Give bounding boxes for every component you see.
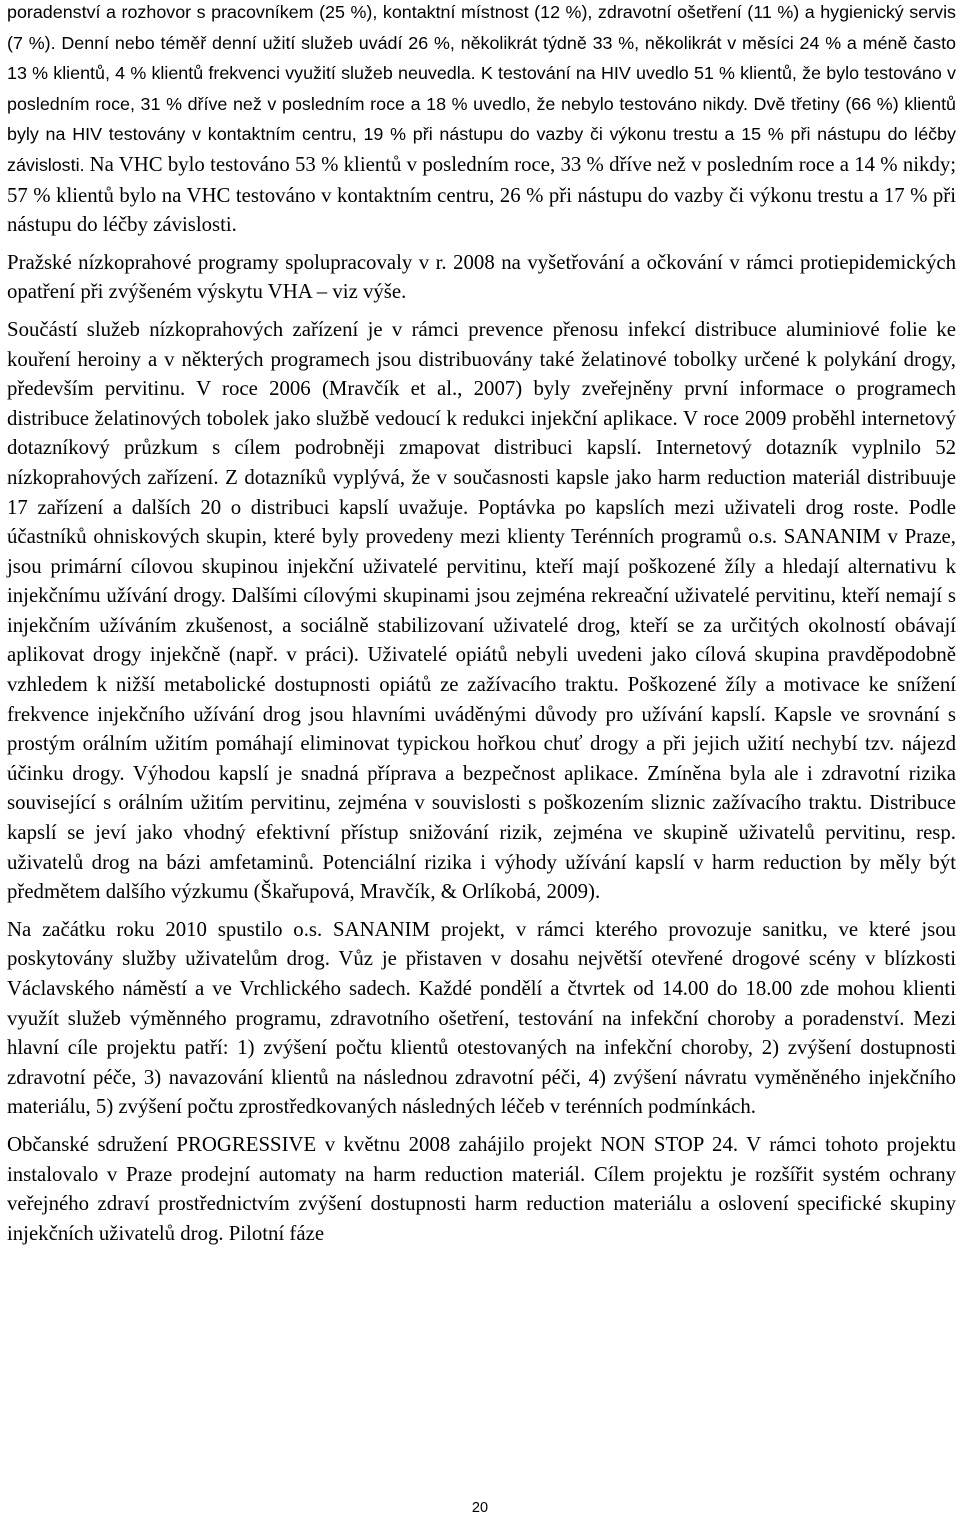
paragraph-run-vhc: Na VHC bylo testováno 53 % klientů v posledním roce, 33 % dříve než v posledním roce a 14 % nikdy; 57 % klientů bylo na VHC testováno v kontaktním centru, 26 % při nástupu do vazby či výkonu trestu a 17 % při nástupu do léčby závislosti. bbox=[7, 152, 956, 237]
paragraph-capsule-distribution: Součástí služeb nízkoprahových zařízení je v rámci prevence přenosu infekcí distribuce aluminiové folie ke kouření heroiny a v některých programech jsou distribuovány také želatinové tobolky určené k polykání drogy, především pervitinu. V roce 2006 (Mravčík et al., 2007) byly zveřejněny první informace o programech distribuce želatinových tobolek jako službě vedoucí k redukci injekční aplikace. V roce 2009 proběhl internetový dotazníkový průzkum s cílem podrobněji zmapovat distribuci kapslí. Internetový dotazník vyplnilo 52 nízkoprahových zařízení. Z dotazníků vyplývá, že v současnosti kapsle jako harm reduction materiál distribuuje 17 zařízení a dalších 20 o distribuci kapslí uvažuje. Poptávka po kapslích mezi uživateli drog roste. Podle účastníků ohniskových skupin, které byly provedeny mezi klienty Terénních programů o.s. SANANIM v Praze, jsou primární cílovou skupinou injekční uživatelé pervitinu, kteří mají poškozené žíly a hledají alternativu k injekčnímu užívání drogy. Dalšími cílovými skupinami jsou zejména rekreační uživatelé pervitinu, kteří nemají s injekčním užíváním zkušenost, a sociálně stabilizovaní uživatelé drog, kteří se za určitých okolností obávají aplikovat drogy injekčně (např. v práci). Uživatelé opiátů nebyli uvedeni jako cílová skupina pravděpodobně vzhledem k nižší metabolické dostupnosti opiátů ze zažívacího traktu. Poškozené žíly a motivace ke snížení frekvence injekčního užívání drog jsou hlavními uváděnými důvody pro užívání kapslí. Kapsle ve srovnání s prostým orálním užitím pomáhají eliminovat typickou hořkou chuť drogy a při jejich užití nechybí tzv. nájezd účinku drogy. Výhodou kapslí je snadná příprava a bezpečnost aplikace. Zmíněna byla ale i zdravotní rizika související s orálním užitím pervitinu, zejména v souvislosti s poškozením sliznic zažívacího traktu. Distribuce kapslí se jeví jako vhodný efektivní přístup snižování rizik, zejména ve skupině uživatelů pervitinu, resp. uživatelů drog na bázi amfetaminů. Potenciální rizika i výhody užívání kapslí v harm reduction by měly být předmětem dalšího výzkumu (Škařupová, Mravčík, & Orlíkobá, 2009). bbox=[7, 317, 956, 904]
paragraph-progressive-vending: Občanské sdružení PROGRESSIVE v květnu 2008 zahájilo projekt NON STOP 24. V rámci tohoto projektu instalovalo v Praze prodejní automaty na harm reduction materiál. Cílem projektu je rozšířit systém ochrany veřejného zdraví prostřednictvím zvýšení dostupnosti harm reduction materiálu a oslovení specifické skupiny injekčních uživatelů drog. Pilotní fáze bbox=[7, 1132, 956, 1245]
document-page bbox=[7, 0, 956, 1256]
paragraph-sananim-ambulance: Na začátku roku 2010 spustilo o.s. SANANIM projekt, v rámci kterého provozuje sanitku, ve které jsou poskytovány služby uživatelům drog. Vůz je přistaven v dosahu největší otevřené drogové scény v blízkosti Václavského náměstí a ve Vrchlického sadech. Každé pondělí a čtvrtek od 14.00 do 18.00 zde mohou klienti využít služeb výměnného programu, zdravotního ošetření, testování na infekční choroby a poradenství. Mezi hlavní cíle projektu patří: 1) zvýšení počtu klientů otestovaných na infekční choroby, 2) zvýšení dostupnosti zdravotní péče, 3) navazování klientů na následnou zdravotní péči, 4) zvýšení návratu vyměněného injekčního materiálu, 5) zvýšení počtu zprostředkovaných následných léčeb v terénních podmínkách. bbox=[7, 917, 956, 1119]
page-number: 20 bbox=[471, 1500, 489, 1516]
paragraph-run-hiv: poradenství a rozhovor s pracovníkem (25 %), kontaktní místnost (12 %), zdravotní ošetření (11 %) a hygienický servis (7 %). Denní nebo téměř denní užití služeb uvádí 26 %, několikrát týdně 33 %, několikrát v měsíci 24 % a méně často 13 % klientů, 4 % klientů frekvenci využití služeb neuvedla. K testování na HIV uvedlo 51 % klientů, že bylo testováno v posledním roce, 31 % dříve než v posledním roce a 18 % uvedlo, že nebylo testováno nikdy. Dvě třetiny (66 %) klientů byly na HIV testovány v kontaktním centru, 19 % při nástupu do vazby či výkonu trestu a 15 % při nástupu do léčby závislosti. bbox=[7, 2, 956, 175]
paragraph-client-survey bbox=[7, 0, 956, 240]
paragraph-vha-cooperation: Pražské nízkoprahové programy spolupracovaly v r. 2008 na vyšetřování a očkování v rámci protiepidemických opatření při zvýšeném výskytu VHA – viz výše. bbox=[7, 250, 956, 304]
